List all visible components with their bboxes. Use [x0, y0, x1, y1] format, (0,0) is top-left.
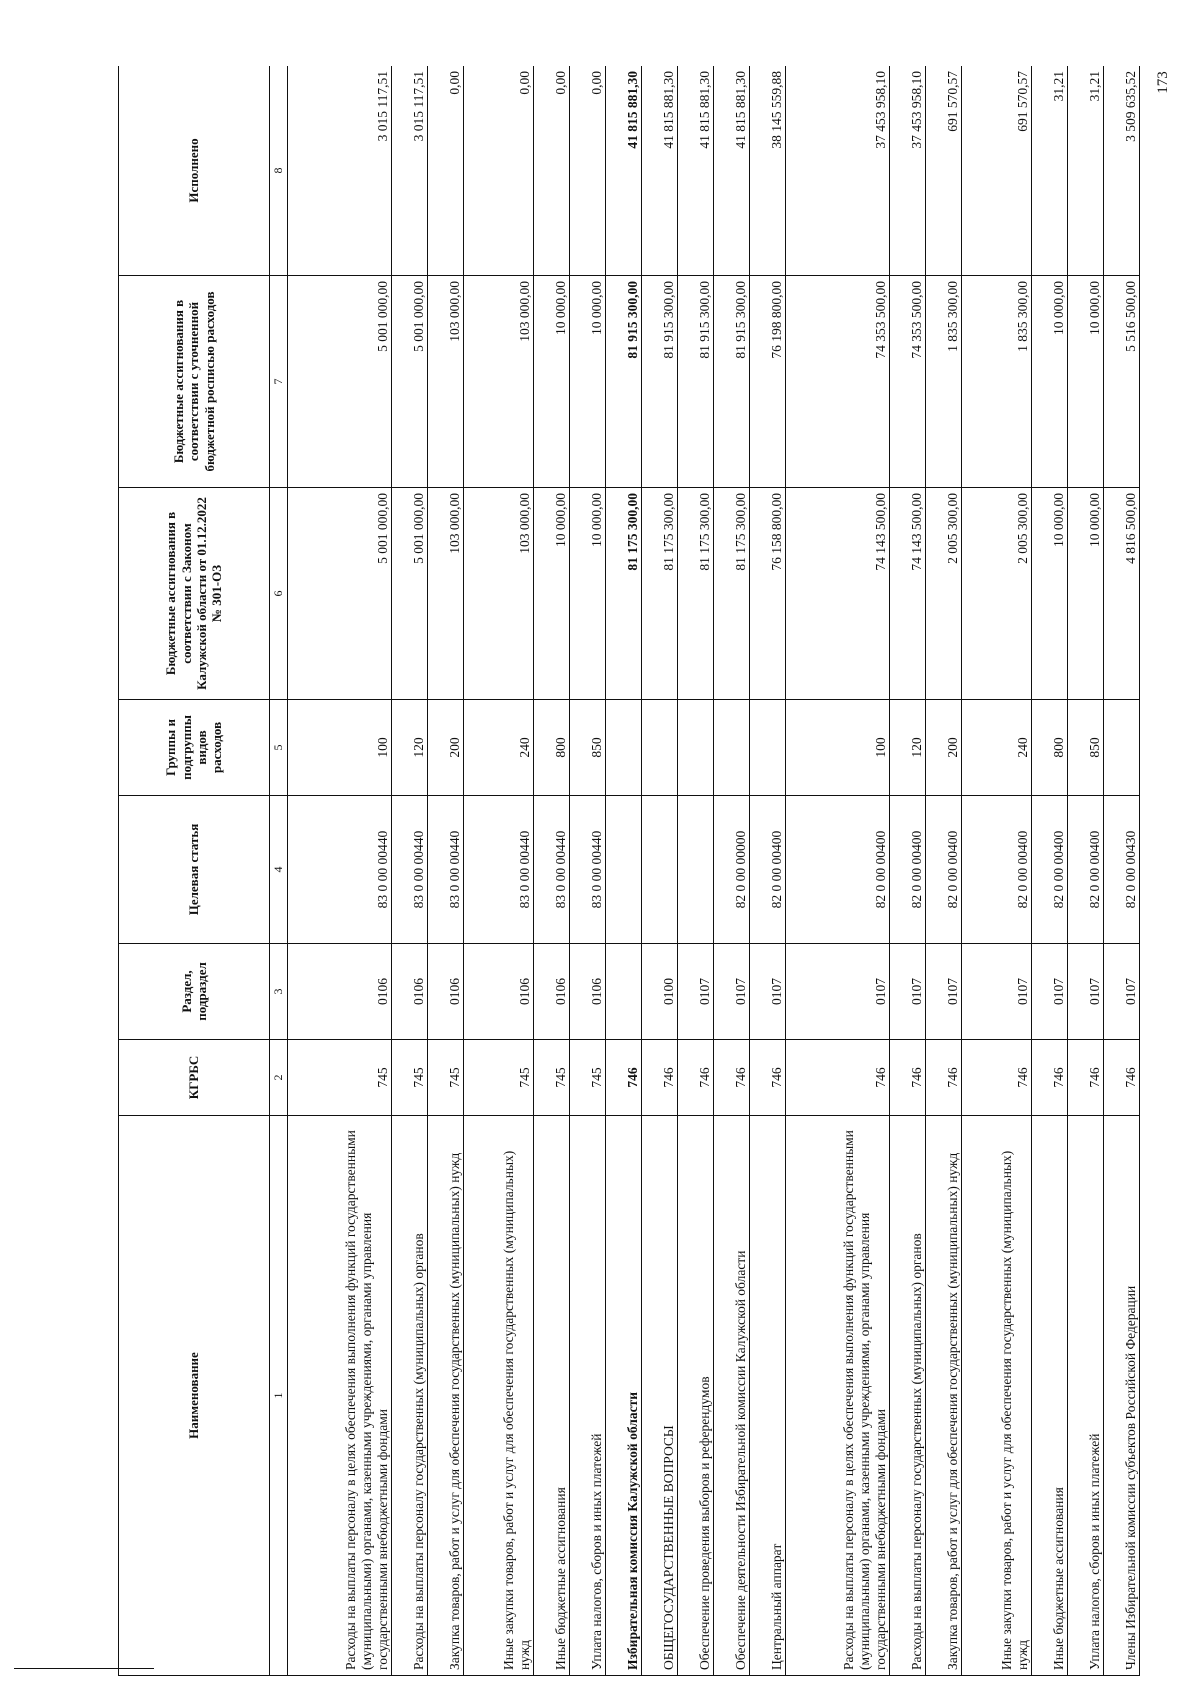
row-expense-group: 120: [391, 700, 427, 796]
row-law-allocation: 74 143 500,00: [786, 488, 890, 700]
table-row: [713, 66, 749, 1676]
row-razdel: [605, 944, 641, 1040]
row-name: Центральный аппарат: [750, 1116, 786, 1676]
table-row: [750, 66, 786, 1676]
row-razdel: 0107: [677, 944, 713, 1040]
header-law-allocation: Бюджетные ассигнования в соответствии с Законом Калужской области от 01.12.2022 № 301-ОЗ: [119, 488, 270, 700]
row-target-article: 83 0 00 00440: [391, 796, 427, 944]
row-name: Закупка товаров, работ и услуг для обеспечения государственных (муниципальных) нужд: [925, 1116, 961, 1676]
table-row: [961, 66, 1031, 1676]
row-law-allocation: 5 001 000,00: [391, 488, 427, 700]
row-law-allocation: 81 175 300,00: [677, 488, 713, 700]
row-law-allocation: 74 143 500,00: [889, 488, 925, 700]
row-executed: 38 145 559,88: [750, 66, 786, 276]
row-law-allocation: 103 000,00: [427, 488, 463, 700]
header-kgrbs: КГРБС: [119, 1040, 270, 1116]
row-plan-allocation: 10 000,00: [1067, 276, 1103, 488]
header-plan-allocation: Бюджетные ассигнования в соответствии с уточненной бюджетной росписью расходов: [119, 276, 270, 488]
row-expense-group: 850: [1067, 700, 1103, 796]
row-law-allocation: 2 005 300,00: [961, 488, 1031, 700]
row-target-article: 83 0 00 00440: [463, 796, 533, 944]
row-plan-allocation: 74 353 500,00: [889, 276, 925, 488]
row-expense-group: [1103, 700, 1139, 796]
header-row: [119, 66, 270, 1676]
table-body: [288, 66, 1140, 1676]
row-target-article: [677, 796, 713, 944]
row-name: Уплата налогов, сборов и иных платежей: [569, 1116, 605, 1676]
column-number: 2: [270, 1040, 288, 1116]
row-name: Иные закупки товаров, работ и услуг для обеспечения государственных (муниципальных) нужд: [463, 1116, 533, 1676]
row-executed: 41 815 881,30: [713, 66, 749, 276]
row-expense-group: 120: [889, 700, 925, 796]
row-expense-group: 800: [1031, 700, 1067, 796]
table-row: [463, 66, 533, 1676]
row-razdel: 0107: [1067, 944, 1103, 1040]
row-law-allocation: 81 175 300,00: [713, 488, 749, 700]
row-target-article: 82 0 00 00430: [1103, 796, 1139, 944]
header-expense-group: Группы и подгруппы видов расходов: [119, 700, 270, 796]
row-kgrbs: 746: [605, 1040, 641, 1116]
row-name: ОБЩЕГОСУДАРСТВЕННЫЕ ВОПРОСЫ: [641, 1116, 677, 1676]
row-plan-allocation: 74 353 500,00: [786, 276, 890, 488]
table-row: [391, 66, 427, 1676]
row-executed: 0,00: [427, 66, 463, 276]
row-name: Иные бюджетные ассигнования: [1031, 1116, 1067, 1676]
column-number: 6: [270, 488, 288, 700]
row-expense-group: 200: [427, 700, 463, 796]
row-plan-allocation: 5 001 000,00: [288, 276, 392, 488]
table-row: [1067, 66, 1103, 1676]
row-expense-group: 800: [533, 700, 569, 796]
row-target-article: 82 0 00 00400: [1031, 796, 1067, 944]
header-name: Наименование: [119, 1116, 270, 1676]
row-name: Иные закупки товаров, работ и услуг для обеспечения государственных (муниципальных) нужд: [961, 1116, 1031, 1676]
row-expense-group: [713, 700, 749, 796]
row-executed: 37 453 958,10: [889, 66, 925, 276]
row-razdel: 0107: [925, 944, 961, 1040]
row-executed: 691 570,57: [925, 66, 961, 276]
column-number: 7: [270, 276, 288, 488]
table-row: [1103, 66, 1139, 1676]
row-name: Иные бюджетные ассигнования: [533, 1116, 569, 1676]
row-law-allocation: 10 000,00: [533, 488, 569, 700]
row-razdel: 0107: [889, 944, 925, 1040]
row-executed: 41 815 881,30: [677, 66, 713, 276]
row-kgrbs: 746: [1031, 1040, 1067, 1116]
row-plan-allocation: 81 915 300,00: [641, 276, 677, 488]
table-row: [427, 66, 463, 1676]
header-target-article: Целевая статья: [119, 796, 270, 944]
row-target-article: [641, 796, 677, 944]
table-row: [786, 66, 890, 1676]
row-razdel: 0107: [750, 944, 786, 1040]
table-row: [533, 66, 569, 1676]
row-razdel: 0107: [1103, 944, 1139, 1040]
row-kgrbs: 746: [961, 1040, 1031, 1116]
page-number: 173: [1154, 71, 1171, 94]
row-razdel: 0106: [391, 944, 427, 1040]
row-executed: 691 570,57: [961, 66, 1031, 276]
row-kgrbs: 746: [750, 1040, 786, 1116]
row-name: Закупка товаров, работ и услуг для обеспечения государственных (муниципальных) нужд: [427, 1116, 463, 1676]
row-razdel: 0106: [427, 944, 463, 1040]
row-name: Расходы на выплаты персоналу в целях обеспечения выполнения функций государственными (муниципальными) органами, казенными учреждениями, органами управления государственными внебюджетными фондами: [288, 1116, 392, 1676]
row-name: Уплата налогов, сборов и иных платежей: [1067, 1116, 1103, 1676]
row-plan-allocation: 1 835 300,00: [925, 276, 961, 488]
row-target-article: 82 0 00 00400: [889, 796, 925, 944]
row-executed: 3 015 117,51: [288, 66, 392, 276]
table-row: [605, 66, 641, 1676]
row-law-allocation: 5 001 000,00: [288, 488, 392, 700]
row-razdel: 0107: [961, 944, 1031, 1040]
table-row: [925, 66, 961, 1676]
row-kgrbs: 746: [1067, 1040, 1103, 1116]
table-row: [889, 66, 925, 1676]
rotated-table: [118, 66, 1140, 1676]
row-kgrbs: 745: [533, 1040, 569, 1116]
row-law-allocation: 10 000,00: [1031, 488, 1067, 700]
row-razdel: 0106: [463, 944, 533, 1040]
row-expense-group: 240: [961, 700, 1031, 796]
row-law-allocation: 4 816 500,00: [1103, 488, 1139, 700]
row-plan-allocation: 103 000,00: [427, 276, 463, 488]
row-expense-group: [605, 700, 641, 796]
row-kgrbs: 746: [641, 1040, 677, 1116]
row-executed: 0,00: [569, 66, 605, 276]
row-name: Члены Избирательной комиссии субъектов Российской Федерации: [1103, 1116, 1139, 1676]
row-plan-allocation: 10 000,00: [533, 276, 569, 488]
table-row: [641, 66, 677, 1676]
budget-table-frame: [118, 66, 1140, 1676]
row-plan-allocation: 81 915 300,00: [713, 276, 749, 488]
row-law-allocation: 10 000,00: [1067, 488, 1103, 700]
table-row: [1031, 66, 1067, 1676]
budget-execution-table: [118, 66, 1140, 1676]
column-number: 4: [270, 796, 288, 944]
table-row: [288, 66, 392, 1676]
row-target-article: 83 0 00 00440: [288, 796, 392, 944]
row-executed: 0,00: [463, 66, 533, 276]
row-target-article: 83 0 00 00440: [569, 796, 605, 944]
row-name: Расходы на выплаты персоналу государственных (муниципальных) органов: [889, 1116, 925, 1676]
row-razdel: 0107: [713, 944, 749, 1040]
table-row: [677, 66, 713, 1676]
column-number: 1: [270, 1116, 288, 1676]
row-target-article: 82 0 00 00400: [750, 796, 786, 944]
row-expense-group: 100: [288, 700, 392, 796]
row-razdel: 0100: [641, 944, 677, 1040]
row-law-allocation: 76 158 800,00: [750, 488, 786, 700]
row-kgrbs: 746: [925, 1040, 961, 1116]
row-plan-allocation: 10 000,00: [1031, 276, 1067, 488]
row-target-article: 82 0 00 00400: [961, 796, 1031, 944]
row-law-allocation: 81 175 300,00: [641, 488, 677, 700]
column-number: 8: [270, 66, 288, 276]
row-law-allocation: 81 175 300,00: [605, 488, 641, 700]
row-razdel: 0106: [533, 944, 569, 1040]
column-number-row: [270, 66, 288, 1676]
row-name: Обеспечение деятельности Избирательной комиссии Калужской области: [713, 1116, 749, 1676]
row-executed: 0,00: [533, 66, 569, 276]
row-razdel: 0106: [288, 944, 392, 1040]
row-razdel: 0107: [786, 944, 890, 1040]
row-target-article: 82 0 00 00400: [925, 796, 961, 944]
header-executed: Исполнено: [119, 66, 270, 276]
column-number: 3: [270, 944, 288, 1040]
row-law-allocation: 2 005 300,00: [925, 488, 961, 700]
row-target-article: 82 0 00 00000: [713, 796, 749, 944]
row-plan-allocation: 5 001 000,00: [391, 276, 427, 488]
row-expense-group: [677, 700, 713, 796]
row-target-article: 83 0 00 00440: [427, 796, 463, 944]
row-kgrbs: 745: [391, 1040, 427, 1116]
row-target-article: [605, 796, 641, 944]
row-kgrbs: 746: [889, 1040, 925, 1116]
row-expense-group: [641, 700, 677, 796]
row-plan-allocation: 103 000,00: [463, 276, 533, 488]
row-name: Обеспечение проведения выборов и референдумов: [677, 1116, 713, 1676]
row-razdel: 0107: [1031, 944, 1067, 1040]
row-executed: 41 815 881,30: [641, 66, 677, 276]
row-expense-group: [750, 700, 786, 796]
row-executed: 3 509 635,52: [1103, 66, 1139, 276]
header-razdel: Раздел, подраздел: [119, 944, 270, 1040]
row-name: Расходы на выплаты персоналу в целях обеспечения выполнения функций государственными (муниципальными) органами, казенными учреждениями, органами управления государственными внебюджетными фондами: [786, 1116, 890, 1676]
row-razdel: 0106: [569, 944, 605, 1040]
row-executed: 41 815 881,30: [605, 66, 641, 276]
row-expense-group: 200: [925, 700, 961, 796]
row-kgrbs: 746: [677, 1040, 713, 1116]
row-kgrbs: 746: [713, 1040, 749, 1116]
row-plan-allocation: 1 835 300,00: [961, 276, 1031, 488]
row-executed: 3 015 117,51: [391, 66, 427, 276]
row-kgrbs: 746: [786, 1040, 890, 1116]
row-kgrbs: 745: [427, 1040, 463, 1116]
row-name: Расходы на выплаты персоналу государственных (муниципальных) органов: [391, 1116, 427, 1676]
table-row: [569, 66, 605, 1676]
row-executed: 31,21: [1031, 66, 1067, 276]
row-plan-allocation: 81 915 300,00: [605, 276, 641, 488]
row-plan-allocation: 10 000,00: [569, 276, 605, 488]
row-plan-allocation: 76 198 800,00: [750, 276, 786, 488]
row-kgrbs: 745: [288, 1040, 392, 1116]
row-name: Избирательная комиссия Калужской области: [605, 1116, 641, 1676]
row-law-allocation: 103 000,00: [463, 488, 533, 700]
row-target-article: 82 0 00 00400: [1067, 796, 1103, 944]
row-executed: 31,21: [1067, 66, 1103, 276]
row-kgrbs: 745: [463, 1040, 533, 1116]
row-target-article: 83 0 00 00440: [533, 796, 569, 944]
row-kgrbs: 745: [569, 1040, 605, 1116]
row-expense-group: 100: [786, 700, 890, 796]
row-law-allocation: 10 000,00: [569, 488, 605, 700]
row-target-article: 82 0 00 00400: [786, 796, 890, 944]
row-plan-allocation: 5 516 500,00: [1103, 276, 1139, 488]
column-number: 5: [270, 700, 288, 796]
row-expense-group: 240: [463, 700, 533, 796]
row-kgrbs: 746: [1103, 1040, 1139, 1116]
row-plan-allocation: 81 915 300,00: [677, 276, 713, 488]
row-expense-group: 850: [569, 700, 605, 796]
row-executed: 37 453 958,10: [786, 66, 890, 276]
